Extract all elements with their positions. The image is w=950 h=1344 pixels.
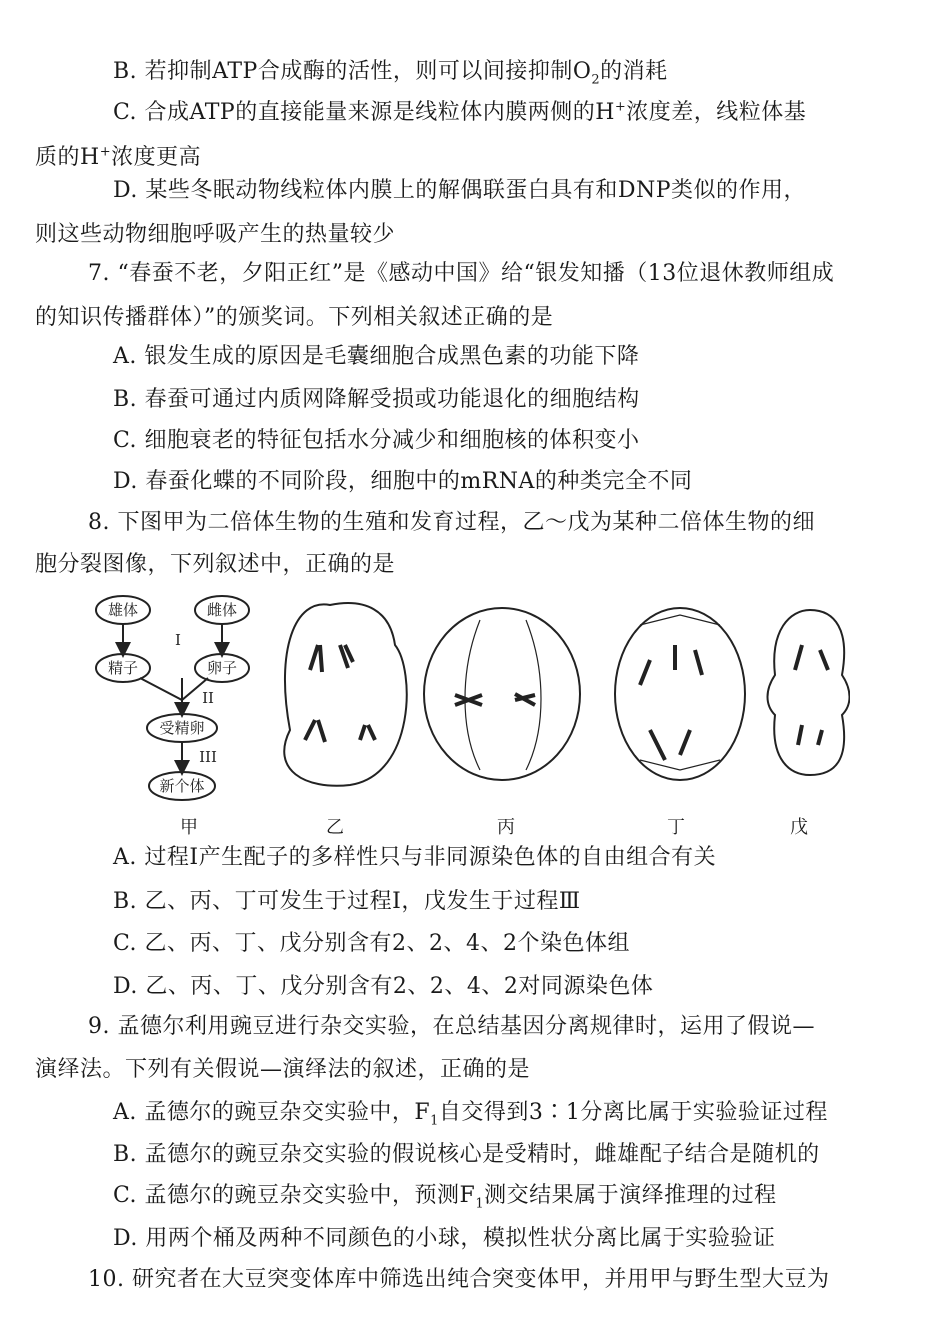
node-new-individual: 新个体: [159, 777, 205, 795]
node-female: 雌体: [206, 601, 238, 619]
figure-label-ding: 丁: [667, 817, 685, 838]
superscript: +: [614, 99, 627, 115]
q9-stem-cont: 演绎法。下列有关假说—演绎法的叙述，正确的是: [35, 1057, 531, 1082]
q7-option-c: C. 细胞衰老的特征包括水分减少和细胞核的体积变小: [113, 428, 640, 453]
superscript: +: [99, 144, 112, 160]
q7-stem-cont: 的知识传播群体）”的颁奖词。下列相关叙述正确的是: [35, 305, 554, 330]
q6-option-b: [113, 58, 668, 86]
node-zygote: 受精卵: [159, 719, 205, 737]
text: 浓度差，线粒体基: [626, 100, 807, 125]
text: 质的H: [35, 145, 100, 170]
text: B. 若抑制ATP合成酶的活性，则可以间接抑制O: [113, 59, 592, 84]
figure-label-bing: 丙: [497, 817, 515, 838]
q7-option-a: A. 银发生成的原因是毛囊细胞合成黑色素的功能下降: [113, 344, 640, 369]
figure-label-jia: 甲: [180, 817, 198, 838]
q8-option-b: B. 乙、丙、丁可发生于过程Ⅰ，戊发生于过程Ⅲ: [113, 889, 581, 914]
text: 的消耗: [600, 59, 668, 84]
q9-stem: 9. 孟德尔利用豌豆进行杂交实验，在总结基因分离规律时，运用了假说—: [88, 1014, 815, 1039]
cell-division-figure: [90, 590, 850, 810]
text: 浓度更高: [111, 145, 202, 170]
q8-option-c: C. 乙、丙、丁、戊分别含有2、2、4、2个染色体组: [113, 931, 631, 956]
text: 测交结果属于演绎推理的过程: [484, 1183, 777, 1208]
subscript: 1: [475, 1196, 485, 1212]
text: A. 孟德尔的豌豆杂交实验中，F: [113, 1100, 431, 1125]
q10-stem: 10. 研究者在大豆突变体库中筛选出纯合突变体甲，并用甲与野生型大豆为: [88, 1267, 830, 1292]
q8-stem-cont: 胞分裂图像，下列叙述中，正确的是: [35, 552, 396, 577]
q8-option-a: A. 过程Ⅰ产生配子的多样性只与非同源染色体的自由组合有关: [113, 845, 717, 870]
q8-option-d: D. 乙、丙、丁、戊分别含有2、2、4、2对同源染色体: [113, 974, 654, 999]
subscript: 1: [430, 1113, 439, 1129]
q7-stem: 7. “春蚕不老，夕阳正红”是《感动中国》给“银发知播（13位退休教师组成: [88, 261, 835, 286]
q6-option-c: [113, 99, 806, 127]
process-1: I: [175, 631, 181, 649]
node-sperm: 精子: [107, 659, 139, 677]
node-male: 雄体: [107, 601, 139, 619]
q7-option-d: D. 春蚕化蝶的不同阶段，细胞中的mRNA的种类完全不同: [113, 469, 693, 494]
text: 自交得到3∶1分离比属于实验验证过程: [438, 1100, 828, 1125]
q9-option-b: B. 孟德尔的豌豆杂交实验的假说核心是受精时，雌雄配子结合是随机的: [113, 1142, 820, 1167]
text: C. 孟德尔的豌豆杂交实验中，预测F: [113, 1183, 476, 1208]
q8-stem: 8. 下图甲为二倍体生物的生殖和发育过程，乙～戊为某种二倍体生物的细: [88, 510, 815, 535]
figure-label-wu: 戊: [790, 817, 808, 838]
subscript: 2: [591, 72, 601, 88]
q9-option-d: D. 用两个桶及两种不同颜色的小球，模拟性状分离比属于实验验证: [113, 1226, 776, 1251]
q6-option-c-cont: [35, 144, 201, 172]
figure-label-yi: 乙: [326, 817, 344, 838]
q9-option-a: [113, 1099, 828, 1127]
q6-option-d: D. 某些冬眠动物线粒体内膜上的解偶联蛋白具有和DNP类似的作用，: [113, 178, 807, 203]
node-egg: 卵子: [206, 659, 238, 677]
process-3: III: [199, 748, 217, 766]
text: C. 合成ATP的直接能量来源是线粒体内膜两侧的H: [113, 100, 615, 125]
q7-option-b: B. 春蚕可通过内质网降解受损或功能退化的细胞结构: [113, 387, 640, 412]
process-2: II: [202, 689, 214, 707]
q6-option-d-cont: 则这些动物细胞呼吸产生的热量较少: [35, 222, 396, 247]
q9-option-c: [113, 1182, 777, 1210]
